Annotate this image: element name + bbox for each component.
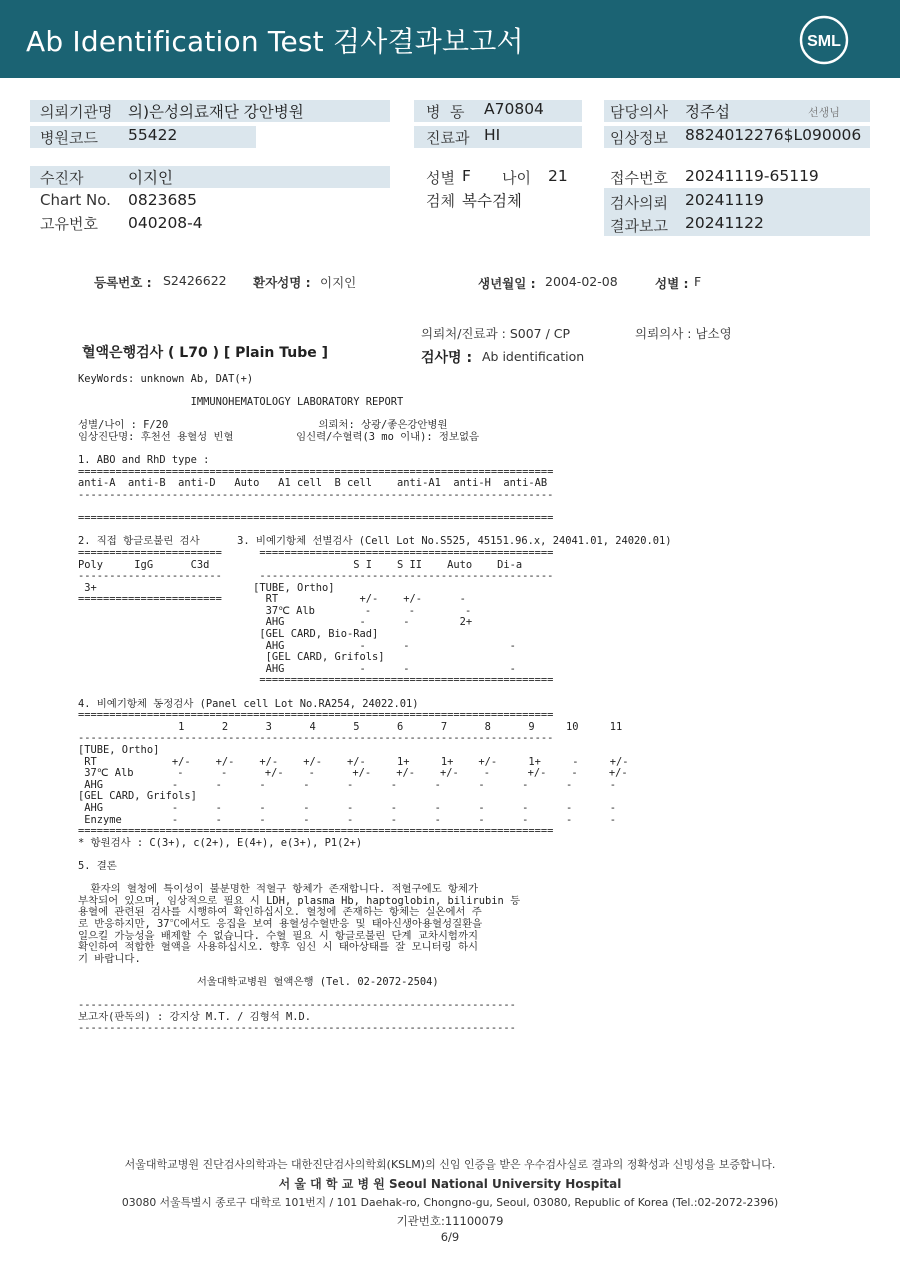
report-line: ============================================================================ <box>78 512 554 525</box>
scan-sex-label: 성별 : <box>655 276 689 291</box>
report-line: AHG - - - - - - - - - - - <box>78 801 616 814</box>
report-title: Ab Identification Test 검사결과보고서 <box>26 25 524 58</box>
report-line: 확인하여 적합한 혈액을 사용하십시오. 향후 임신 시 태아상태를 잘 모니터링 하시 <box>78 941 479 954</box>
dept-value: HI <box>484 126 501 144</box>
footer-institution-no: 기관번호:11100079 <box>396 1214 504 1228</box>
report-line: [GEL CARD, Bio-Rad] <box>78 628 379 641</box>
chart-label: Chart No. <box>40 191 111 209</box>
report-line: 성별/나이 : F/20 의뢰처: 상광/좋은강안병원 <box>78 419 448 432</box>
report-line: 로 반응하지만, 37℃에서도 응집을 보여 용혈성수혈반응 및 태아신생아용혈성질환을 <box>78 917 483 930</box>
footer-address: 03080 서울특별시 종로구 대학로 101번지 / 101 Daehak-ro, Chongno-gu, Seoul, 03080, Republic of Korea (Tel.:02-2072-2396) <box>121 1196 779 1209</box>
institution-value: 의)은성의료재단 강안병원 <box>128 103 304 121</box>
hospital-code-value: 55422 <box>128 126 178 144</box>
report-line: 1 2 3 4 5 6 7 8 9 10 11 <box>78 720 623 733</box>
report-line: ============================================================================ <box>78 825 554 838</box>
hospital-code-label: 병원코드 <box>40 129 98 147</box>
report-line: * 항원검사 : C(3+), c(2+), E(4+), e(3+), P1(2+) <box>78 836 363 849</box>
report-line: 부착되어 있으며, 임상적으로 필요 시 LDH, plasma Hb, haptoglobin, bilirubin 등 <box>78 894 521 907</box>
report-line: 기 바랍니다. <box>78 952 141 965</box>
report-line: 37℃ Alb - - +/- - +/- +/- +/- - +/- - +/- <box>78 767 628 780</box>
test-name-value: Ab identification <box>482 349 585 364</box>
institution-label: 의뢰기관명 <box>40 103 113 121</box>
referral: 의뢰처/진료과 : S007 / CP <box>421 326 571 341</box>
test-title: 혈액은행검사 ( L70 ) [ Plain Tube ] <box>82 345 329 361</box>
patient-label: 수진자 <box>40 169 84 187</box>
report-line: ---------------------------------------------------------------------------- <box>78 732 554 745</box>
report-line: 환자의 혈청에 특이성이 불분명한 적혈구 항체가 존재합니다. 적혈구에도 항체가 <box>78 883 479 896</box>
report-line: AHG - - - <box>78 639 516 652</box>
report-date-value: 20241122 <box>685 214 764 232</box>
dept-label: 진료과 <box>426 129 470 147</box>
dob-label: 생년월일 : <box>478 276 536 291</box>
report-line: ============================================================================ <box>78 709 554 722</box>
report-line: AHG - - - <box>78 662 516 675</box>
reg-label: 등록번호 : <box>94 275 152 290</box>
report-line: 임상진단명: 후천선 용혈성 빈혈 임신력/수혈력(3 mo 이내): 정보없음 <box>78 430 480 443</box>
patient-bar <box>30 166 390 188</box>
report-body <box>78 374 672 1035</box>
report-line: 서울대학교병원 혈액은행 (Tel. 02-2072-2504) <box>78 975 439 988</box>
doctor-value: 정주섭 <box>685 103 730 121</box>
chart-value: 0823685 <box>128 191 198 209</box>
report-line: ============================================================================ <box>78 465 554 478</box>
report-line: 5. 결론 <box>78 859 117 872</box>
report-line: Poly IgG C3d S I S II Auto Di-a <box>78 558 523 571</box>
receipt-label: 접수번호 <box>610 169 668 187</box>
report-line: 보고자(판독의) : 강지상 M.T. / 김형석 M.D. <box>78 1010 312 1023</box>
report-date-label: 결과보고 <box>610 217 668 235</box>
test-name-label: 검사명 : <box>421 350 473 366</box>
report-line <box>78 687 672 699</box>
report-line: KeyWords: unknown Ab, DAT(+) <box>78 373 254 385</box>
report-line: Enzyme - - - - - - - - - - - <box>78 813 616 826</box>
unique-value: 040208-4 <box>128 214 203 232</box>
report-line: ---------------------------------------------------------------------------- <box>78 488 554 501</box>
report-line: 1. ABO and RhD type : <box>78 454 210 467</box>
report-line: ---------------------------------------------------------------------- <box>78 999 516 1012</box>
report-line: ======================= RT +/- +/- - <box>78 593 466 606</box>
referring-doctor: 의뢰의사 : 남소영 <box>635 326 732 341</box>
report-line: ======================= =============================================== <box>78 546 554 559</box>
report-line: RT +/- +/- +/- +/- +/- 1+ 1+ +/- 1+ - +/- <box>78 755 629 768</box>
specimen-label: 검체 <box>426 192 455 210</box>
sml-logo <box>798 14 850 66</box>
page-number: 6/9 <box>440 1230 460 1244</box>
report-line: anti-A anti-B anti-D Auto A1 cell B cell anti-A1 anti-H anti-AB <box>78 477 548 490</box>
sex-value: F <box>462 167 471 185</box>
request-label: 검사의뢰 <box>610 194 668 212</box>
specimen-value: 복수검체 <box>462 192 522 210</box>
patient-value: 이지인 <box>128 169 173 187</box>
report-line: =============================================== <box>78 674 554 687</box>
report-line: 2. 직접 항글로불린 검사 3. 비예기항체 선별검사 (Cell Lot No.S525, 45151.96.x, 24041.01, 24020.01) <box>78 535 672 548</box>
clinical-value: 8824012276$L090006 <box>685 126 862 144</box>
unique-label: 고유번호 <box>40 215 98 233</box>
report-header <box>0 0 900 78</box>
ward-value: A70804 <box>484 100 544 118</box>
doctor-label: 담당의사 <box>610 103 668 121</box>
report-line: 용혈에 관련된 검사를 시행하여 확인하십시오. 혈청에 존재하는 항체는 실온에서 주 <box>78 906 482 919</box>
report-line: ---------------------------------------------------------------------- <box>78 1022 516 1035</box>
doctor-suffix: 선생님 <box>808 106 840 119</box>
request-value: 20241119 <box>685 191 764 209</box>
report-line: AHG - - - - - - - - - - - <box>78 778 616 791</box>
logo-text: SML <box>807 33 841 50</box>
report-line: 37℃ Alb - - - <box>78 604 472 617</box>
report-line: ----------------------- ----------------------------------------------- <box>78 570 554 583</box>
sex-label: 성별 <box>426 169 455 187</box>
name-label: 환자성명 : <box>253 275 311 290</box>
footer-hospital-name: 서 울 대 학 교 병 원 Seoul National University Hospital <box>278 1177 622 1191</box>
report-line: [GEL CARD, Grifols] <box>78 790 197 803</box>
dob-value: 2004-02-08 <box>545 274 618 289</box>
report-line: [TUBE, Ortho] <box>78 744 160 756</box>
age-label: 나이 <box>502 169 531 187</box>
age-value: 21 <box>548 167 568 185</box>
report-line: 3+ [TUBE, Ortho] <box>78 581 335 594</box>
footer-certification: 서울대학교병원 진단검사의학과는 대한진단검사의학회(KSLM)의 신임 인증을 받은 우수검사실로 결과의 정확성과 신빙성을 보증합니다. <box>124 1158 776 1171</box>
report-line <box>78 849 672 861</box>
reg-value: S2426622 <box>163 273 227 288</box>
report-line: 일으킬 가능성을 배제할 수 없습니다. 수혈 필요 시 항글로불린 단계 교차시험까지 <box>78 929 479 942</box>
report-line: IMMUNOHEMATOLOGY LABORATORY REPORT <box>78 396 404 409</box>
report-line: 4. 비예기항체 동정검사 (Panel cell Lot No.RA254, 24022.01) <box>78 697 419 710</box>
ward-label: 병 동 <box>426 103 465 121</box>
report-line: AHG - - 2+ <box>78 616 473 629</box>
name-value: 이지인 <box>320 275 357 290</box>
receipt-value: 20241119-65119 <box>685 167 819 185</box>
scan-sex-value: F <box>694 274 702 289</box>
clinical-label: 임상정보 <box>610 129 668 147</box>
report-line: [GEL CARD, Grifols] <box>78 651 385 664</box>
